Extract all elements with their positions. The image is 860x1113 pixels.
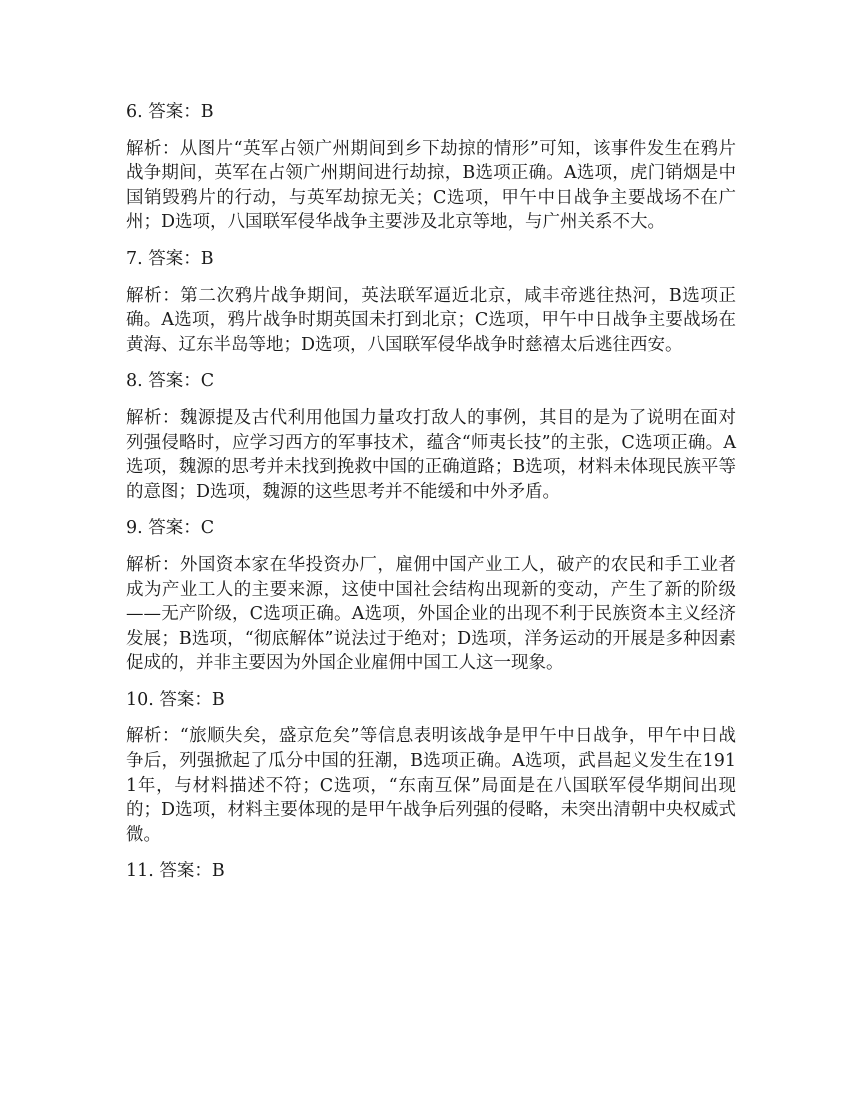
- question-9: [126, 516, 736, 676]
- analysis-paragraph: 解析：从图片“英军占领广州期间到乡下劫掠的情形”可知，该事件发生在鸦片战争期间，英军在占领广州期间进行劫掠，B选项正确。A选项，虎门销烟是中国销毁鸦片的行动，与英军劫掠无关；C选项，甲午中日战争主要战场不在广州；D选项，八国联军侵华战争主要涉及北京等地，与广州关系不大。: [126, 138, 736, 233]
- question-10: [126, 688, 736, 848]
- question-8: [126, 369, 736, 504]
- answer-line: 9. 答案：C: [126, 518, 215, 539]
- answer-line: 11. 答案：B: [126, 861, 225, 882]
- question-7: [126, 247, 736, 357]
- analysis-paragraph: 解析：“旅顺失矣，盛京危矣”等信息表明该战争是甲午中日战争，甲午中日战争后，列强掀起了瓜分中国的狂潮，B选项正确。A选项，武昌起义发生在1911年，与材料描述不符；C选项，“东南互保”局面是在八国联军侵华期间出现的；D选项，材料主要体现的是甲午战争后列强的侵略，未突出清朝中央权威式微。: [126, 726, 736, 845]
- answer-line: 10. 答案：B: [126, 689, 225, 710]
- question-6: [126, 100, 736, 235]
- analysis-paragraph: 解析：魏源提及古代利用他国力量攻打敌人的事例，其目的是为了说明在面对列强侵略时，应学习西方的军事技术，蕴含“师夷长技”的主张，C选项正确。A选项，魏源的思考并未找到挽救中国的正确道路；B选项，材料未体现民族平等的意图；D选项，魏源的这些思考并不能缓和中外矛盾。: [126, 407, 736, 502]
- answer-document: [126, 100, 736, 896]
- analysis-paragraph: 解析：外国资本家在华投资办厂，雇佣中国产业工人，破产的农民和手工业者成为产业工人的主要来源，这使中国社会结构出现新的变动，产生了新的阶级——无产阶级，C选项正确。A选项，外国企业的出现不利于民族资本主义经济发展；B选项，“彻底解体”说法过于绝对；D选项，洋务运动的开展是多种因素促成的，并非主要因为外国企业雇佣中国工人这一现象。: [126, 554, 736, 674]
- analysis-paragraph: 解析：第二次鸦片战争期间，英法联军逼近北京，咸丰帝逃往热河，B选项正确。A选项，鸦片战争时期英国未打到北京；C选项，甲午中日战争主要战场在黄海、辽东半岛等地；D选项，八国联军侵华战争时慈禧太后逃往西安。: [126, 285, 736, 355]
- answer-line: 6. 答案：B: [126, 102, 214, 122]
- answer-line: 7. 答案：B: [126, 248, 214, 269]
- question-11: [126, 859, 736, 884]
- answer-line: 8. 答案：C: [126, 371, 215, 392]
